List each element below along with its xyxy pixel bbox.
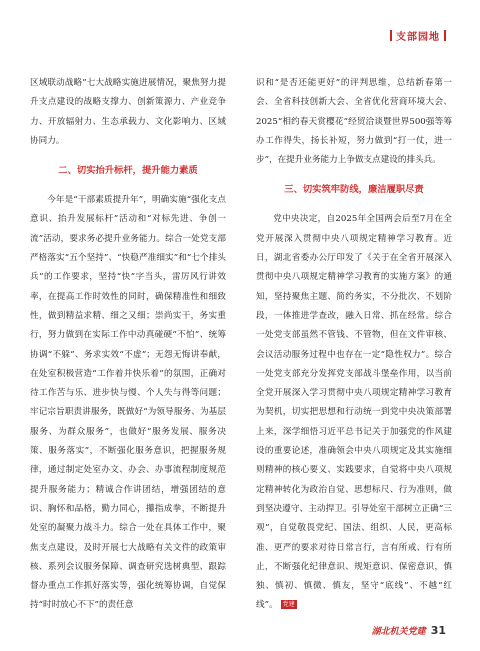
header-bar-right: [444, 30, 446, 41]
right-intro-paragraph: 识和“是否还能更好”的评判思维，总结新春第一会、全省科技创新大会、全省优化营商环境大会、2025“相约春天赏樱花”经贸洽谈暨世界500强等筹办工作得失，扬长补短，努力做到“打一仗，进一步”，在提升业务能力上争做支点建设的排头兵。: [256, 78, 452, 166]
left-intro-paragraph: 区域联动战略”七大战略实施进展情况，聚焦努力提升支点建设的战略支撑力、创新策源力、产业竞争力、开放辐射力、生态承载力、文化影响力、区域协同力。: [30, 78, 226, 146]
header-bar-left: [390, 30, 392, 41]
section-title-3: 三、切实筑牢防线，廉洁履职尽责: [284, 184, 424, 196]
magazine-name: 湖北机关党建: [371, 627, 426, 637]
page-footer: [372, 624, 446, 637]
end-mark: 党建: [282, 601, 295, 609]
section-header: [390, 28, 446, 43]
section-title-2: 二、切实抬升标杆，提升能力素质: [58, 165, 198, 177]
right-body-text: 党中央决定，自2025年全国两会后至7月在全党开展深入贯彻中央八项规定精神学习教育。近日，湖北省委办公厅印发了《关于在全省开展深入贯彻中央八项规定精神学习教育的实施方案》的通知，坚持聚焦主题、简约务实，不分批次、不划阶段，一体推进学查改，融入日常、抓在经常。综合一处党支部虽然不管钱、不管物，但在文件审核、会议活动服务过程中也存在一定“隐性权力”。综合一处党支部充分发挥党支部战斗堡垒作用，以当前全党开展深入学习贯彻中央八项规定精神学习教育为契机，切实把思想和行动统一到党中央决策部署上来，深学细悟习近平总书记关于加强党的作风建设的重要论述，准确领会中央八项规定及其实施细则精神的核心要义、实践要求，自觉将中央八项规定精神转化为政治自觉、思想标尺、行为准则，做到坚决遵守、主动捍卫。引导处室干部树立正确“三观”，自觉敬畏党纪、国法、组织、人民，更高标准、更严的要求对待日常言行，言有所戒、行有所止，不断强化纪律意识、规矩意识、保密意识，慎独、慎初、慎微、慎友，坚守“底线”、不越“红线”。: [256, 214, 452, 611]
right-body-paragraph: [256, 210, 452, 615]
section-label: 支部园地: [396, 32, 440, 43]
left-column: [30, 74, 226, 616]
right-column: [256, 74, 452, 616]
left-body-paragraph: 今年是“干部素质提升年”，明确实施“强化支点意识、抬升发展标杆”活动和“对标先进、争创一流”活动，要求务必提升业务能力。综合一处党支部严格落实“五个坚持”、“快稳严准细实”和“七个排头兵”的工作要求，坚持“快”字当头，雷厉风行讲效率，在提高工作时效性的同时，确保精准性和细致性，做到精益求精、细之又细；崇尚实干，务实重行，努力做到在实际工作中动真碰硬“不怕”、统筹协调“不躲”、务求实效“不虚”；无怨无悔讲奉献，在处室积极营造“工作着并快乐着”的氛围，正确对待工作苦与乐、进步快与慢、个人失与得等问题；牢记宗旨职责讲服务，既做好“为领导服务、为基层服务、为群众服务”，也做好“服务发展、服务决策、服务落实”，不断强化服务意识，把握服务规律，通过制定处室办文、办会、办事流程制度规范提升服务能力；精诚合作讲团结，增强团结的意识、胸怀和品格，勤力同心，攥指成拳，不断提升处室的凝聚力战斗力。综合一处在具体工作中，聚焦支点建设，及时开展七大战略有关文件的政策审核、系列会议服务保障、调查研究选树典型、跟踪督办重点工作抓好落实等，强化统筹协调，自觉保持“时时放心不下”的责任意: [30, 195, 226, 611]
page-number: 31: [430, 624, 446, 637]
